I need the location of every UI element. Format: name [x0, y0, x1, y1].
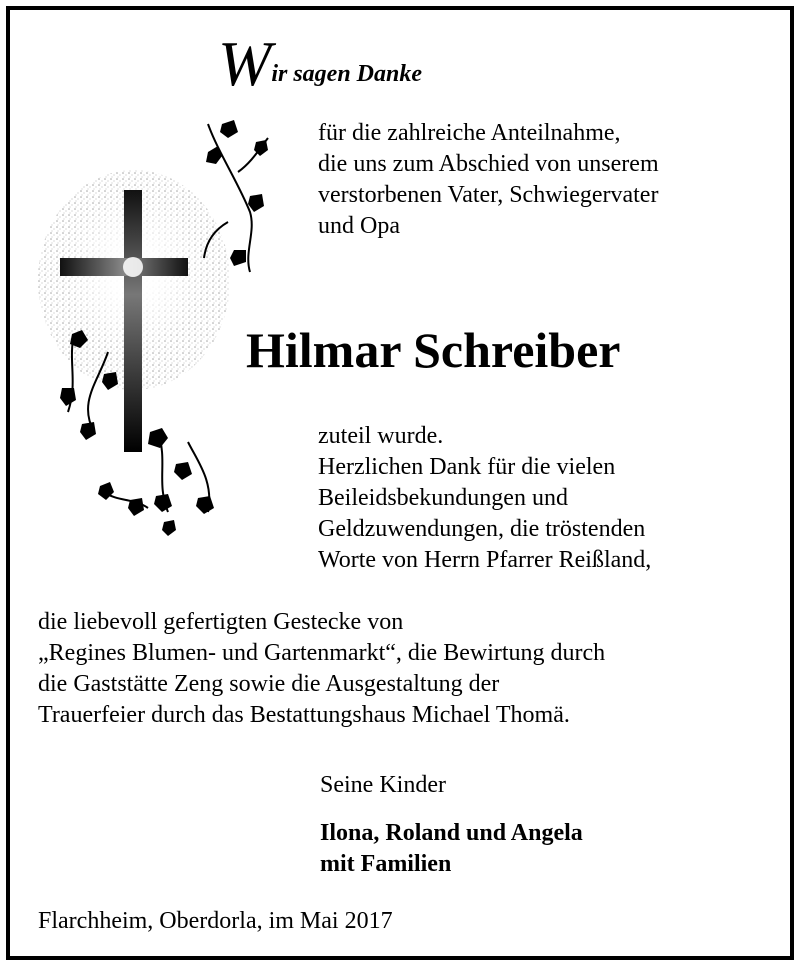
- details-line: die liebevoll gefertigten Gestecke von: [38, 609, 404, 635]
- intro-text: [318, 118, 659, 242]
- thanks-text: [318, 421, 651, 576]
- details-line: die Gaststätte Zeng sowie die Ausgestaltung der: [38, 671, 500, 697]
- headline-text: ir sagen Danke: [271, 61, 422, 87]
- signature-names-line: Ilona, Roland und Angela: [320, 820, 583, 846]
- thanks-line: Geldzuwendungen, die tröstenden: [318, 516, 646, 542]
- intro-line: für die zahlreiche Anteilnahme,: [318, 120, 621, 146]
- signature-label: Seine Kinder: [320, 772, 446, 798]
- details-line: „Regines Blumen- und Gartenmarkt“, die Bewirtung durch: [38, 640, 606, 666]
- signature-names: [320, 818, 583, 880]
- details-line: Trauerfeier durch das Bestattungshaus Michael Thomä.: [38, 702, 570, 728]
- signature-names-line: mit Familien: [320, 851, 452, 877]
- intro-line: und Opa: [318, 213, 400, 239]
- thanks-line: zuteil wurde.: [318, 423, 444, 449]
- headline-initial: W: [218, 28, 268, 99]
- headline: [218, 26, 422, 99]
- deceased-name: Hilmar Schreiber: [246, 322, 621, 378]
- cross-with-ivy-icon: [38, 112, 278, 544]
- details-text: [38, 607, 605, 731]
- cross-illustration: [38, 112, 278, 544]
- intro-line: die uns zum Abschied von unserem: [318, 151, 659, 177]
- thanks-line: Beileidsbekundungen und: [318, 485, 568, 511]
- thanks-line: Worte von Herrn Pfarrer Reißland,: [318, 547, 652, 573]
- intro-line: verstorbenen Vater, Schwiegervater: [318, 182, 659, 208]
- thanks-line: Herzlichen Dank für die vielen: [318, 454, 616, 480]
- place-date: Flarchheim, Oberdorla, im Mai 2017: [38, 908, 393, 934]
